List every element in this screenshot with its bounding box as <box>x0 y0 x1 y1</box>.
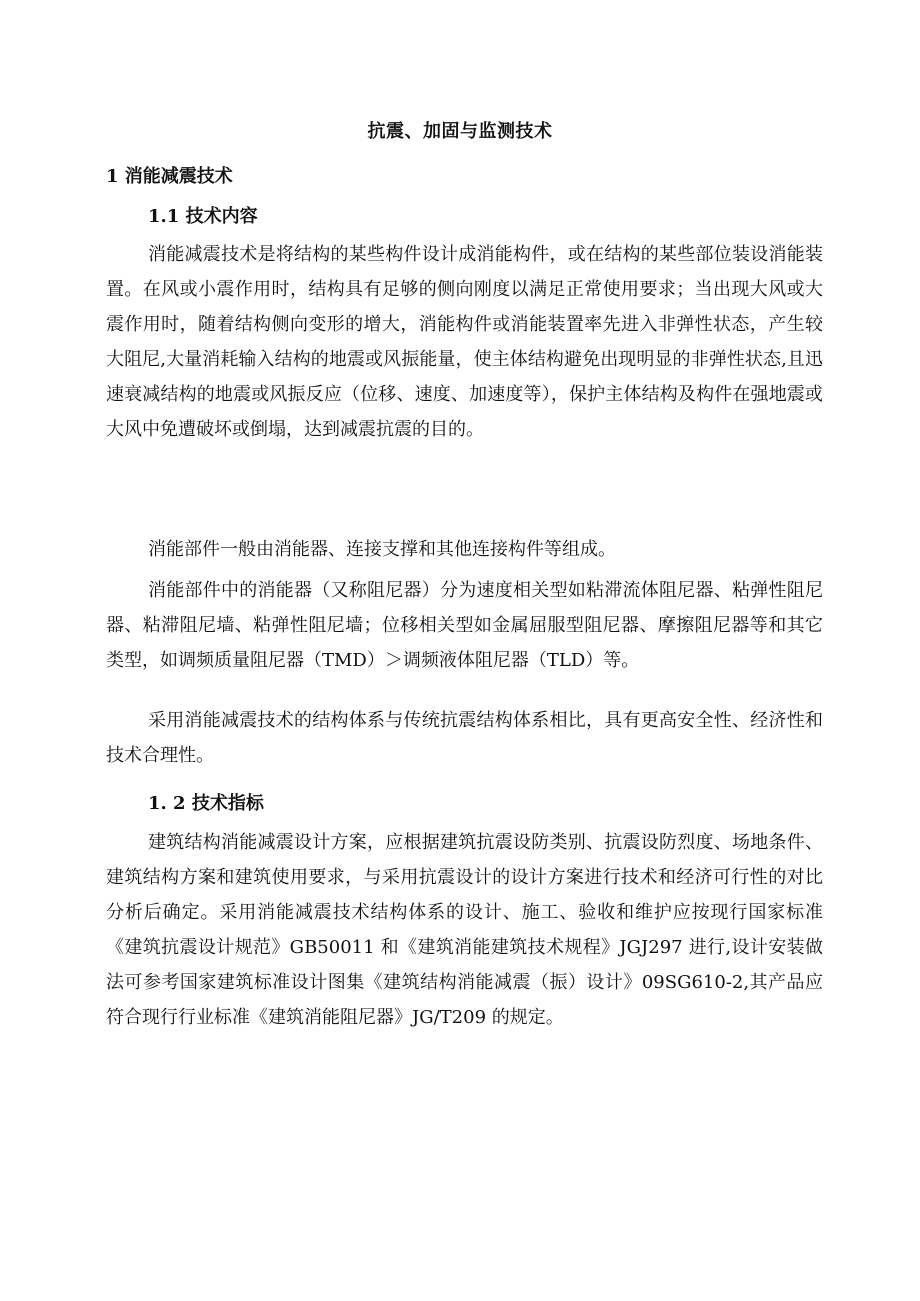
subsection-heading-1-2: 1. 2 技术指标 <box>148 793 264 814</box>
page-title: 抗震、加固与监测技术 <box>367 121 553 142</box>
paragraph-3: 消能部件中的消能器（又称阻尼器）分为速度相关型如粘滞流体阻尼器、粘弹性阻尼器、粘滞阻尼墙、粘弹性阻尼墙；位移相关型如金属屈服型阻尼器、摩擦阻尼器等和其它类型，如调频质量阻尼器（TMD）＞调频液体阻尼器（TLD）等。 <box>106 580 823 671</box>
subsection-heading-1-1: 1.1 技术内容 <box>148 206 258 227</box>
paragraph-2: 消能部件一般由消能器、连接支撑和其他连接构件等组成。 <box>148 539 616 560</box>
paragraph-4: 采用消能减震技术的结构体系与传统抗震结构体系相比，具有更高安全性、经济性和技术合理性。 <box>106 710 823 766</box>
section-heading-1: 1 消能减震技术 <box>106 166 233 187</box>
paragraph-1: 消能减震技术是将结构的某些构件设计成消能构件，或在结构的某些部位装设消能装置。在风或小震作用时，结构具有足够的侧向刚度以满足正常使用要求；当出现大风或大震作用时，随着结构侧向变形的增大，消能构件或消能装置率先进入非弹性状态，产生较大阻尼,大量消耗输入结构的地震或风振能量，使主体结构避免出现明显的非弹性状态,且迅速衰减结构的地震或风振反应（位移、速度、加速度等），保护主体结构及构件在强地震或大风中免遭破坏或倒塌，达到减震抗震的目的。 <box>106 244 823 440</box>
paragraph-5: 建筑结构消能减震设计方案，应根据建筑抗震设防类别、抗震设防烈度、场地条件、建筑结构方案和建筑使用要求，与采用抗震设计的设计方案进行技术和经济可行性的对比分析后确定。采用消能减震技术结构体系的设计、施工、验收和维护应按现行国家标准《建筑抗震设计规范》GB50011 和《建筑消能建筑技术规程》JGJ297 进行,设计安装做法可参考国家建筑标准设计图集《建筑结构消能减震（振）设计》09SG610-2,其产品应符合现行行业标准《建筑消能阻尼器》JG/T209 的规定。 <box>106 832 823 1028</box>
